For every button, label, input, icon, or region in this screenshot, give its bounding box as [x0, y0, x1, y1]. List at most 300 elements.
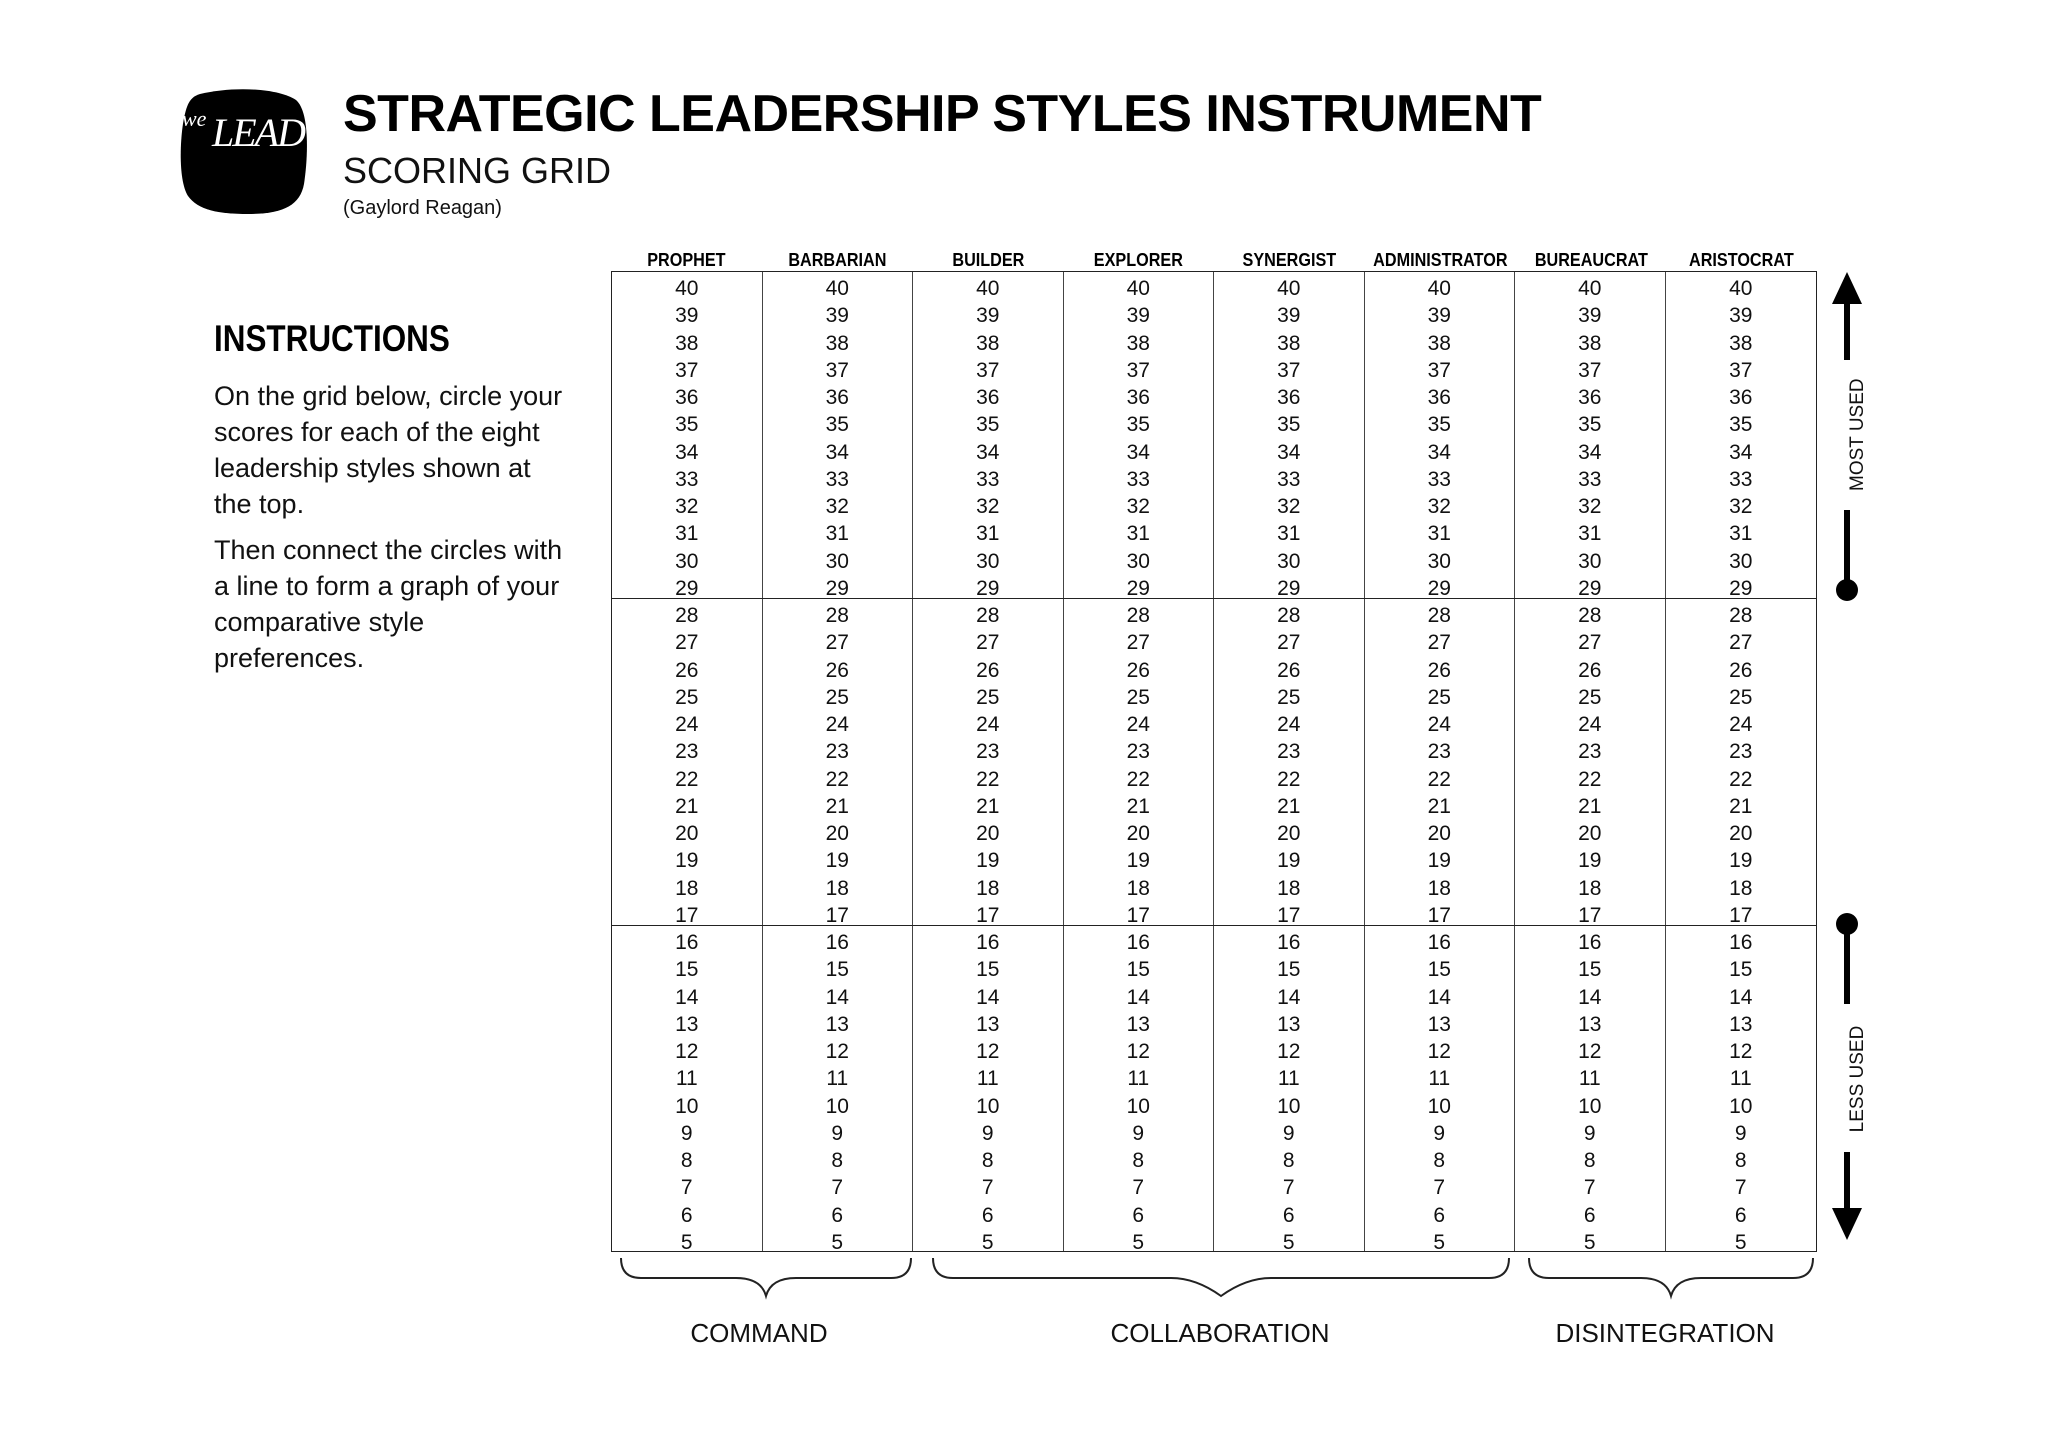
- score-cell[interactable]: 9: [831, 1121, 844, 1145]
- score-cell[interactable]: 33: [825, 467, 849, 491]
- score-cell[interactable]: 32: [675, 495, 699, 518]
- score-cell[interactable]: 35: [1729, 413, 1753, 437]
- score-cell[interactable]: 38: [1277, 331, 1301, 355]
- score-cell[interactable]: 20: [1578, 822, 1602, 845]
- score-cell[interactable]: 18: [1277, 876, 1301, 900]
- score-cell[interactable]: 5: [981, 1230, 994, 1254]
- column-header: BUREAUCRAT: [1534, 250, 1648, 270]
- score-cell[interactable]: 15: [976, 958, 1000, 982]
- score-cell[interactable]: 36: [1277, 386, 1301, 409]
- score-cell[interactable]: 33: [675, 467, 699, 491]
- score-cell[interactable]: 39: [1578, 304, 1602, 328]
- score-cell[interactable]: 9: [981, 1121, 994, 1145]
- column-header: BUILDER: [951, 250, 1024, 270]
- svg-text:we: we: [182, 106, 207, 131]
- score-cell[interactable]: 5: [1583, 1230, 1596, 1254]
- score-cell[interactable]: 6: [1734, 1203, 1747, 1227]
- score-cell[interactable]: 37: [976, 358, 1000, 382]
- score-cell[interactable]: 34: [1277, 440, 1301, 464]
- score-cell[interactable]: 35: [1427, 413, 1451, 437]
- score-cell[interactable]: 19: [1729, 849, 1753, 873]
- score-cell[interactable]: 18: [1427, 876, 1451, 900]
- score-cell[interactable]: 23: [1578, 740, 1602, 764]
- score-cell[interactable]: 29: [976, 576, 1000, 600]
- score-cell[interactable]: 39: [675, 304, 699, 328]
- score-cell[interactable]: 16: [1729, 931, 1753, 954]
- score-cell[interactable]: 6: [680, 1203, 693, 1227]
- score-cell[interactable]: 17: [976, 903, 1000, 927]
- score-cell[interactable]: 18: [825, 876, 849, 900]
- score-cell[interactable]: 15: [1277, 958, 1301, 982]
- score-cell[interactable]: 11: [1578, 1067, 1601, 1091]
- score-cell[interactable]: 33: [1277, 467, 1301, 491]
- score-cell[interactable]: 28: [675, 604, 699, 627]
- score-cell[interactable]: 19: [675, 849, 699, 873]
- score-cell[interactable]: 24: [1427, 713, 1451, 736]
- score-cell[interactable]: 12: [1729, 1040, 1753, 1063]
- score-cell[interactable]: 13: [825, 1012, 849, 1036]
- score-cell[interactable]: 36: [1427, 386, 1451, 409]
- score-cell[interactable]: 14: [976, 985, 1000, 1009]
- score-cell[interactable]: 39: [1427, 304, 1451, 328]
- score-cell[interactable]: 15: [825, 958, 849, 982]
- score-cell[interactable]: 34: [1427, 440, 1451, 464]
- score-cell[interactable]: 37: [1126, 358, 1150, 382]
- score-cell[interactable]: 24: [1277, 713, 1301, 736]
- score-cell[interactable]: 25: [1277, 685, 1301, 709]
- score-cell[interactable]: 14: [825, 985, 849, 1009]
- score-cell[interactable]: 24: [1578, 713, 1602, 736]
- score-cell[interactable]: 22: [1126, 767, 1150, 791]
- score-cell[interactable]: 34: [825, 440, 849, 464]
- score-cell[interactable]: 36: [825, 386, 849, 409]
- score-cell[interactable]: 32: [976, 495, 1000, 518]
- score-cell[interactable]: 27: [675, 631, 699, 655]
- score-cell[interactable]: 12: [825, 1040, 849, 1063]
- score-cell[interactable]: 37: [1277, 358, 1301, 382]
- score-cell[interactable]: 39: [1277, 304, 1301, 328]
- column-headers: [611, 249, 1817, 271]
- score-cell[interactable]: 15: [1126, 958, 1150, 982]
- score-cell[interactable]: 34: [976, 440, 1000, 464]
- score-cell[interactable]: 32: [1427, 495, 1451, 518]
- score-cell[interactable]: 36: [675, 386, 699, 409]
- score-cell[interactable]: 36: [976, 386, 1000, 409]
- score-cell[interactable]: 36: [1729, 386, 1753, 409]
- score-cell[interactable]: 26: [1427, 658, 1451, 682]
- score-cell[interactable]: 33: [1126, 467, 1150, 491]
- score-cell[interactable]: 23: [1427, 740, 1451, 764]
- score-cell[interactable]: 17: [1277, 903, 1301, 927]
- score-cell[interactable]: 23: [1277, 740, 1301, 764]
- score-cell[interactable]: 35: [1277, 413, 1301, 437]
- score-cell[interactable]: 11: [1127, 1067, 1150, 1091]
- score-cell[interactable]: 29: [1578, 576, 1602, 600]
- score-cell[interactable]: 29: [1427, 576, 1451, 600]
- score-cell[interactable]: 34: [1126, 440, 1150, 464]
- score-cell[interactable]: 35: [976, 413, 1000, 437]
- score-cell[interactable]: 40: [976, 277, 1000, 300]
- score-cell[interactable]: 6: [831, 1203, 844, 1227]
- score-cell[interactable]: 12: [1126, 1040, 1150, 1063]
- score-cell[interactable]: 31: [675, 522, 699, 546]
- score-cell[interactable]: 13: [1277, 1012, 1301, 1036]
- score-cell[interactable]: 5: [680, 1230, 693, 1254]
- score-cell[interactable]: 27: [1578, 631, 1602, 655]
- score-cell[interactable]: 23: [976, 740, 1000, 764]
- score-cell[interactable]: 32: [1578, 495, 1602, 518]
- score-cell[interactable]: 17: [675, 903, 699, 927]
- score-cell[interactable]: 15: [1729, 958, 1753, 982]
- score-cell[interactable]: 8: [1734, 1149, 1747, 1172]
- score-cell[interactable]: 22: [1277, 767, 1301, 791]
- score-cell[interactable]: 21: [675, 794, 699, 818]
- score-cell[interactable]: 11: [976, 1067, 999, 1091]
- score-cell[interactable]: 40: [1277, 277, 1301, 300]
- score-cell[interactable]: 20: [825, 822, 849, 845]
- score-cell[interactable]: 23: [1729, 740, 1753, 764]
- score-cell[interactable]: 8: [1433, 1149, 1446, 1172]
- score-cell[interactable]: 32: [1277, 495, 1301, 518]
- score-cell[interactable]: 21: [1427, 794, 1451, 818]
- score-cell[interactable]: 33: [1578, 467, 1602, 491]
- score-cell[interactable]: 9: [1132, 1121, 1145, 1145]
- score-cell[interactable]: 12: [976, 1040, 1000, 1063]
- score-cell[interactable]: 6: [1132, 1203, 1145, 1227]
- score-cell[interactable]: 29: [1729, 576, 1753, 600]
- score-cell[interactable]: 34: [1578, 440, 1602, 464]
- score-cell[interactable]: 27: [976, 631, 1000, 655]
- score-cell[interactable]: 7: [1132, 1176, 1145, 1200]
- score-cell[interactable]: 17: [1729, 903, 1753, 927]
- score-cell[interactable]: 5: [1282, 1230, 1295, 1254]
- score-cell[interactable]: 38: [976, 331, 1000, 355]
- score-cell[interactable]: 26: [1126, 658, 1150, 682]
- score-cell[interactable]: 16: [1277, 931, 1301, 954]
- score-cell[interactable]: 40: [675, 277, 699, 300]
- score-cell[interactable]: 31: [1126, 522, 1150, 546]
- score-cell[interactable]: 21: [976, 794, 1000, 818]
- score-cell[interactable]: 40: [1578, 277, 1602, 300]
- score-cell[interactable]: 27: [1427, 631, 1451, 655]
- score-cell[interactable]: 39: [1126, 304, 1150, 328]
- score-cell[interactable]: 15: [1578, 958, 1602, 982]
- score-cell[interactable]: 8: [1583, 1149, 1596, 1172]
- score-cell[interactable]: 7: [1282, 1176, 1295, 1200]
- score-cell[interactable]: 12: [1578, 1040, 1602, 1063]
- score-cell[interactable]: 7: [981, 1176, 994, 1200]
- score-cell[interactable]: 21: [1578, 794, 1602, 818]
- score-cell[interactable]: 38: [1729, 331, 1753, 355]
- score-cell[interactable]: 35: [1126, 413, 1150, 437]
- score-cell[interactable]: 35: [825, 413, 849, 437]
- score-cell[interactable]: 11: [826, 1067, 849, 1091]
- score-cell[interactable]: 20: [976, 822, 1000, 845]
- score-cell[interactable]: 30: [976, 549, 1000, 573]
- score-cell[interactable]: 18: [976, 876, 1000, 900]
- score-cell[interactable]: 21: [1277, 794, 1301, 818]
- score-cell[interactable]: 10: [1578, 1094, 1602, 1118]
- score-cell[interactable]: 33: [1729, 467, 1753, 491]
- score-cell[interactable]: 5: [831, 1230, 844, 1254]
- score-cell[interactable]: 12: [675, 1040, 699, 1063]
- score-cell[interactable]: 28: [1126, 604, 1150, 627]
- score-cell[interactable]: 10: [976, 1094, 1000, 1118]
- score-cell[interactable]: 27: [1729, 631, 1753, 655]
- score-cell[interactable]: 22: [825, 767, 849, 791]
- score-cell[interactable]: 20: [1729, 822, 1753, 845]
- score-cell[interactable]: 17: [825, 903, 849, 927]
- column-header: ARISTOCRAT: [1689, 250, 1794, 270]
- score-cell[interactable]: 18: [675, 876, 699, 900]
- score-cell[interactable]: 28: [1578, 604, 1602, 627]
- score-cell[interactable]: 8: [1132, 1149, 1145, 1172]
- score-cell[interactable]: 17: [1126, 903, 1150, 927]
- score-cell[interactable]: 22: [1578, 767, 1602, 791]
- score-cell[interactable]: 14: [1126, 985, 1150, 1009]
- score-cell[interactable]: 14: [1277, 985, 1301, 1009]
- score-cell[interactable]: 16: [976, 931, 1000, 954]
- score-cell[interactable]: 40: [1729, 277, 1753, 300]
- score-cell[interactable]: 7: [1734, 1176, 1747, 1200]
- score-cell[interactable]: 34: [1729, 440, 1753, 464]
- score-cell[interactable]: 11: [1277, 1067, 1300, 1091]
- score-cell[interactable]: 7: [680, 1176, 693, 1200]
- column-header: PROPHET: [647, 250, 726, 270]
- score-cell[interactable]: 24: [825, 713, 849, 736]
- score-cell[interactable]: 37: [1729, 358, 1753, 382]
- score-cell[interactable]: 25: [825, 685, 849, 709]
- score-cell[interactable]: 27: [1277, 631, 1301, 655]
- score-cell[interactable]: 30: [1578, 549, 1602, 573]
- score-cell[interactable]: 23: [1126, 740, 1150, 764]
- score-cell[interactable]: 7: [831, 1176, 844, 1200]
- score-cell[interactable]: 32: [825, 495, 849, 518]
- score-cell[interactable]: 25: [1427, 685, 1451, 709]
- score-cell[interactable]: 31: [825, 522, 849, 546]
- score-cell[interactable]: 8: [831, 1149, 844, 1172]
- score-cell[interactable]: 39: [825, 304, 849, 328]
- score-cell[interactable]: 28: [1427, 604, 1451, 627]
- score-cell[interactable]: 18: [1578, 876, 1602, 900]
- score-cell[interactable]: 18: [1729, 876, 1753, 900]
- score-cell[interactable]: 11: [675, 1067, 698, 1091]
- score-cell[interactable]: 24: [675, 713, 699, 736]
- score-cell[interactable]: 38: [675, 331, 699, 355]
- score-cell[interactable]: 10: [1126, 1094, 1150, 1118]
- score-cell[interactable]: 29: [825, 576, 849, 600]
- score-cell[interactable]: 25: [675, 685, 699, 709]
- score-cell[interactable]: 20: [1427, 822, 1451, 845]
- score-cell[interactable]: 10: [1427, 1094, 1451, 1118]
- column-header: ADMINISTRATOR: [1372, 250, 1508, 270]
- score-cell[interactable]: 30: [1729, 549, 1753, 573]
- score-cell[interactable]: 19: [1578, 849, 1602, 873]
- score-cell[interactable]: 26: [976, 658, 1000, 682]
- score-cell[interactable]: 22: [976, 767, 1000, 791]
- score-cell[interactable]: 39: [1729, 304, 1753, 328]
- score-cell[interactable]: 31: [976, 522, 1000, 546]
- score-cell[interactable]: 13: [1427, 1012, 1451, 1036]
- score-cell[interactable]: 28: [825, 604, 849, 627]
- score-cell[interactable]: 32: [1729, 495, 1753, 518]
- score-cell[interactable]: 24: [1729, 713, 1753, 736]
- score-cell[interactable]: 33: [1427, 467, 1451, 491]
- score-cell[interactable]: 16: [1427, 931, 1451, 954]
- score-cell[interactable]: 27: [825, 631, 849, 655]
- score-cell[interactable]: 17: [1578, 903, 1602, 927]
- score-cell[interactable]: 30: [1427, 549, 1451, 573]
- score-cell[interactable]: 24: [1126, 713, 1150, 736]
- score-cell[interactable]: 35: [675, 413, 699, 437]
- score-cell[interactable]: 6: [1433, 1203, 1446, 1227]
- score-cell[interactable]: 23: [825, 740, 849, 764]
- score-cell[interactable]: 9: [1433, 1121, 1446, 1145]
- score-cell[interactable]: 7: [1433, 1176, 1446, 1200]
- score-cell[interactable]: 28: [976, 604, 1000, 627]
- score-cell[interactable]: 12: [1277, 1040, 1301, 1063]
- score-cell[interactable]: 17: [1427, 903, 1451, 927]
- score-cell[interactable]: 20: [1126, 822, 1150, 845]
- score-cell[interactable]: 15: [1427, 958, 1451, 982]
- score-cell[interactable]: 29: [675, 576, 699, 600]
- score-cell[interactable]: 37: [1427, 358, 1451, 382]
- score-cell[interactable]: 31: [1427, 522, 1451, 546]
- score-cell[interactable]: 29: [1277, 576, 1301, 600]
- instructions-heading: INSTRUCTIONS: [214, 318, 450, 359]
- score-cell[interactable]: 13: [675, 1012, 699, 1036]
- score-cell[interactable]: 31: [1277, 522, 1301, 546]
- score-cell[interactable]: 29: [1126, 576, 1150, 600]
- score-cell[interactable]: 21: [825, 794, 849, 818]
- score-cell[interactable]: 6: [1282, 1203, 1295, 1227]
- score-cell[interactable]: 20: [675, 822, 699, 845]
- score-cell[interactable]: 30: [1277, 549, 1301, 573]
- score-cell[interactable]: 33: [976, 467, 1000, 491]
- score-cell[interactable]: 19: [825, 849, 849, 873]
- score-cell[interactable]: 13: [1126, 1012, 1150, 1036]
- score-cell[interactable]: 14: [1427, 985, 1451, 1009]
- score-cell[interactable]: 11: [1428, 1067, 1451, 1091]
- score-cell[interactable]: 14: [1729, 985, 1753, 1009]
- score-cell[interactable]: 16: [675, 931, 699, 954]
- score-cell[interactable]: 5: [1433, 1230, 1446, 1254]
- score-cell[interactable]: 37: [1578, 358, 1602, 382]
- score-cell[interactable]: 26: [1578, 658, 1602, 682]
- score-cell[interactable]: 37: [675, 358, 699, 382]
- score-cell[interactable]: 25: [1126, 685, 1150, 709]
- score-cell[interactable]: 27: [1126, 631, 1150, 655]
- score-cell[interactable]: 38: [825, 331, 849, 355]
- score-cell[interactable]: 36: [1578, 386, 1602, 409]
- score-cell[interactable]: 18: [1126, 876, 1150, 900]
- score-cell[interactable]: 26: [1729, 658, 1753, 682]
- score-cell[interactable]: 38: [1427, 331, 1451, 355]
- score-cell[interactable]: 15: [675, 958, 699, 982]
- score-cell[interactable]: 22: [1427, 767, 1451, 791]
- score-cell[interactable]: 26: [675, 658, 699, 682]
- score-cell[interactable]: 30: [1126, 549, 1150, 573]
- score-cell[interactable]: 8: [981, 1149, 994, 1172]
- score-cell[interactable]: 39: [976, 304, 1000, 328]
- score-cell[interactable]: 19: [1427, 849, 1451, 873]
- score-cell[interactable]: 22: [1729, 767, 1753, 791]
- score-cell[interactable]: 14: [675, 985, 699, 1009]
- score-cell[interactable]: 25: [1729, 685, 1753, 709]
- score-cell[interactable]: 5: [1132, 1230, 1145, 1254]
- score-cell[interactable]: 19: [976, 849, 1000, 873]
- score-cell[interactable]: 10: [825, 1094, 849, 1118]
- score-cell[interactable]: 38: [1578, 331, 1602, 355]
- score-cell[interactable]: 40: [825, 277, 849, 300]
- score-cell[interactable]: 13: [976, 1012, 1000, 1036]
- score-cell[interactable]: 30: [675, 549, 699, 573]
- score-cell[interactable]: 31: [1578, 522, 1602, 546]
- score-cell[interactable]: 14: [1578, 985, 1602, 1009]
- score-cell[interactable]: 19: [1126, 849, 1150, 873]
- score-cell[interactable]: 26: [1277, 658, 1301, 682]
- score-cell[interactable]: 28: [1729, 604, 1753, 627]
- score-cell[interactable]: 30: [825, 549, 849, 573]
- score-cell[interactable]: 9: [1282, 1121, 1295, 1145]
- score-cell[interactable]: 34: [675, 440, 699, 464]
- score-cell[interactable]: 10: [1729, 1094, 1753, 1118]
- score-cell[interactable]: 25: [1578, 685, 1602, 709]
- score-cell[interactable]: 32: [1126, 495, 1150, 518]
- score-cell[interactable]: 40: [1427, 277, 1451, 300]
- score-cell[interactable]: 20: [1277, 822, 1301, 845]
- score-cell[interactable]: 9: [680, 1121, 693, 1145]
- score-column: [1666, 272, 1817, 1254]
- score-cell[interactable]: 28: [1277, 604, 1301, 627]
- score-cell[interactable]: 38: [1126, 331, 1150, 355]
- score-cell[interactable]: 21: [1126, 794, 1150, 818]
- score-cell[interactable]: 37: [825, 358, 849, 382]
- score-cell[interactable]: 10: [1277, 1094, 1301, 1118]
- score-cell[interactable]: 9: [1583, 1121, 1596, 1145]
- group-label-disintegration: DISINTEGRATION: [1555, 1318, 1775, 1348]
- score-cell[interactable]: 31: [1729, 522, 1753, 546]
- score-cell[interactable]: 19: [1277, 849, 1301, 873]
- score-cell[interactable]: 24: [976, 713, 1000, 736]
- most-used-end-marker: [1836, 510, 1858, 601]
- score-cell[interactable]: 5: [1734, 1230, 1747, 1254]
- score-cell[interactable]: 13: [1578, 1012, 1602, 1036]
- score-cell[interactable]: 11: [1729, 1067, 1752, 1091]
- score-cell[interactable]: 6: [1583, 1203, 1596, 1227]
- score-cell[interactable]: 10: [675, 1094, 699, 1118]
- score-cell[interactable]: 12: [1427, 1040, 1451, 1063]
- score-cell[interactable]: 21: [1729, 794, 1753, 818]
- score-cell[interactable]: 23: [675, 740, 699, 764]
- score-cell[interactable]: 40: [1126, 277, 1150, 300]
- score-cell[interactable]: 36: [1126, 386, 1150, 409]
- score-cell[interactable]: 22: [675, 767, 699, 791]
- score-cell[interactable]: 13: [1729, 1012, 1753, 1036]
- band-divider: [612, 598, 1816, 599]
- score-cell[interactable]: 8: [1282, 1149, 1295, 1172]
- score-cell[interactable]: 16: [1126, 931, 1150, 954]
- score-cell[interactable]: 35: [1578, 413, 1602, 437]
- score-cell[interactable]: 9: [1734, 1121, 1747, 1145]
- score-cell[interactable]: 26: [825, 658, 849, 682]
- score-cell[interactable]: 8: [680, 1149, 693, 1172]
- score-cell[interactable]: 16: [1578, 931, 1602, 954]
- score-cell[interactable]: 7: [1583, 1176, 1596, 1200]
- score-cell[interactable]: 6: [981, 1203, 994, 1227]
- score-cell[interactable]: 25: [976, 685, 1000, 709]
- score-cell[interactable]: 16: [825, 931, 849, 954]
